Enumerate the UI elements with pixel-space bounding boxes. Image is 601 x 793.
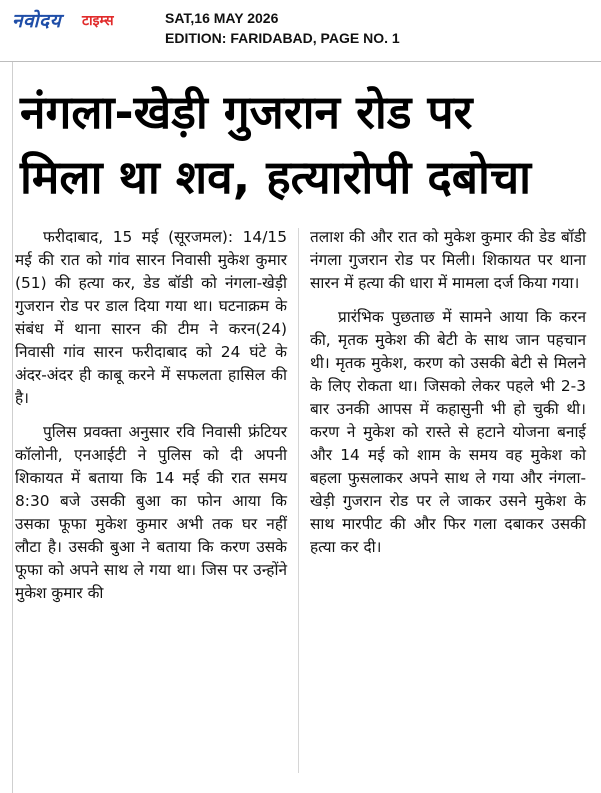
column-divider <box>298 228 299 773</box>
headline-line-1: नंगला-खेड़ी गुजरान रोड पर <box>20 85 473 139</box>
page-left-border <box>12 62 13 793</box>
edition-info <box>165 8 400 48</box>
header-divider <box>0 61 601 62</box>
article-column-left <box>15 226 287 605</box>
newspaper-logo <box>12 7 140 33</box>
article-headline <box>20 80 590 210</box>
masthead <box>0 0 601 60</box>
logo-sub-text: टाइम्स <box>82 13 114 29</box>
headline-line-2: मिला था शव, हत्यारोपी दबोचा <box>20 150 532 204</box>
edition-page: EDITION: FARIDABAD, PAGE NO. 1 <box>165 30 400 46</box>
issue-date: SAT,16 MAY 2026 <box>165 10 279 26</box>
paragraph: प्रारंभिक पुछताछ में सामने आया कि करन की, मृतक मुकेश की बेटी के साथ जान पहचान थी। मृतक मुकेश, करण को उसकी बेटी से मिलने के लिए रोकता था। जिसको लेकर पहले भी 2-3 बार उनकी आपस में कहासुनी भी हो चुकी थी। करण ने मुकेश को रास्ते से हटाने योजना बनाई और 14 मई को शाम के समय वह मुकेश को बहला फुसलाकर अपने साथ ले गया और नंगला-खेड़ी गुजरान रोड पर ले जाकर उसने मुकेश के साथ मारपीट की और फिर गला दबाकर उसकी हत्या कर दी। <box>310 308 586 556</box>
paragraph: फरीदाबाद, 15 मई (सूरजमल): 14/15 मई की रात को गांव सारन निवासी मुकेश कुमार (51) की हत्या कर, डेड बॉडी को नंगला-खेड़ी गुजरान रोड पर डाल दिया गया था। घटनाक्रम के संबंध में थाना सारन की टीम ने करन(24) निवासी गांव सारन फरीदाबाद को 24 घंटे के अंदर-अंदर ही काबू करने में सफलता हासिल की है। <box>15 228 287 407</box>
paragraph: पुलिस प्रवक्ता अनुसार रवि निवासी फ्रंटियर कॉलोनी, एनआईटी ने पुलिस को दी अपनी शिकायत में बताया कि 14 मई की रात समय 8:30 बजे उसकी बुआ का फोन आया कि उसका फूफा मुकेश कुमार अभी तक घर नहीं लौटा है। उसकी बुआ ने बताया कि करण उसके फूफा को अपने साथ ले गया था। जिस पर उन्होंने मुकेश कुमार की <box>15 423 287 602</box>
paragraph: तलाश की और रात को मुकेश कुमार की डेड बॉडी नंगला गुजरान रोड पर मिली। शिकायत पर थाना सारन में हत्या की धारा में मामला दर्ज किया गया। <box>310 228 586 292</box>
logo-main-text: नवोदय <box>12 10 62 32</box>
article-column-right <box>310 226 586 559</box>
